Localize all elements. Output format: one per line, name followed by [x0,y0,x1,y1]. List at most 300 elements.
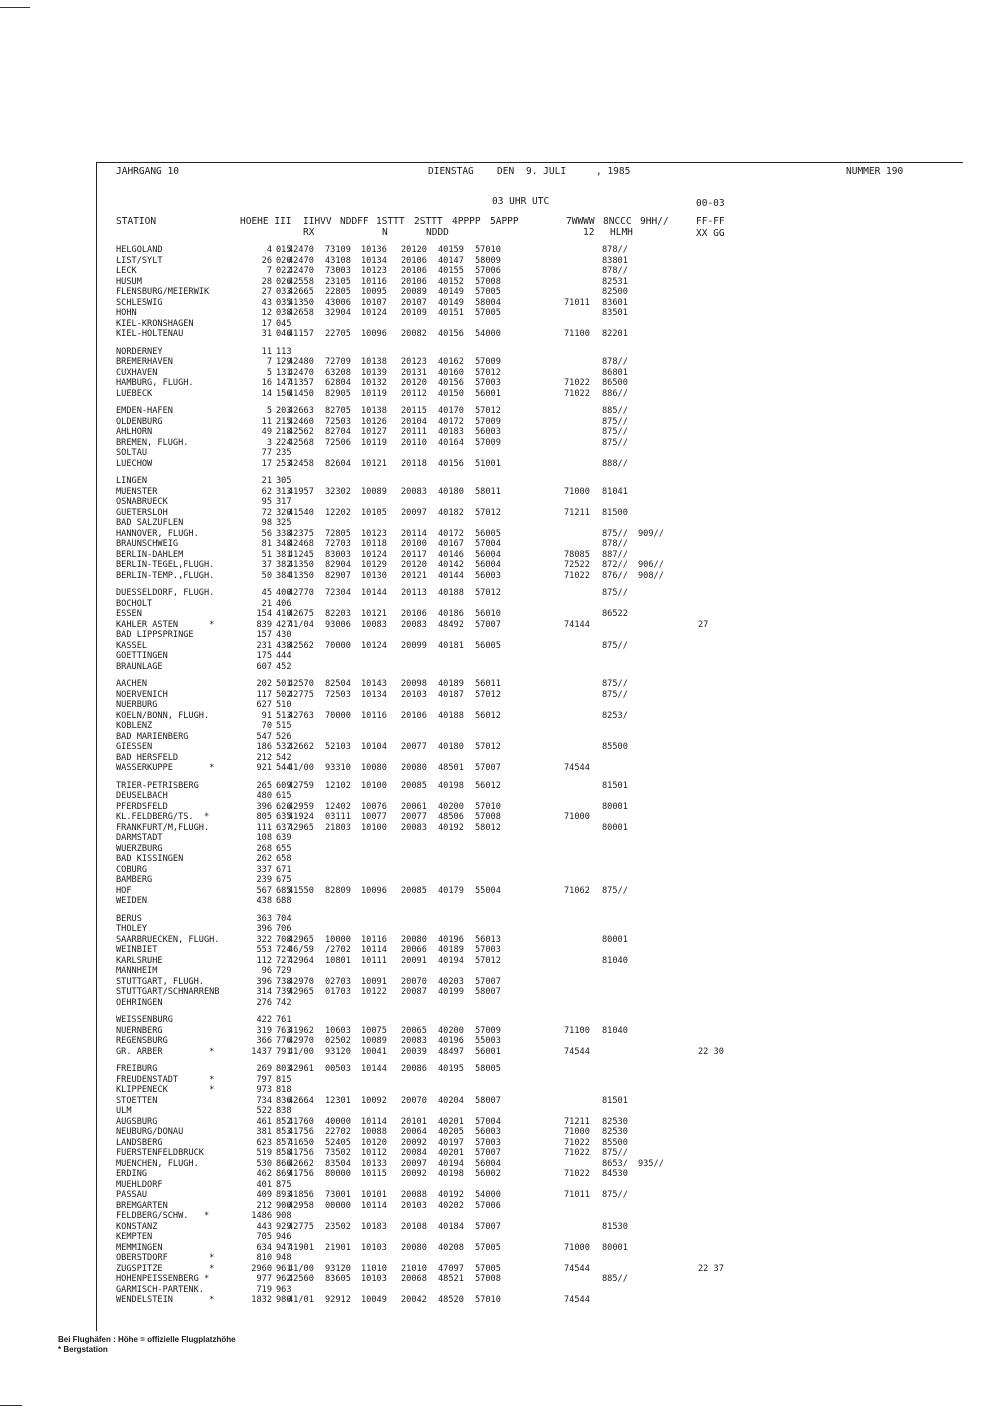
station-index: 729 [276,966,292,976]
station-index: 875 [276,1179,292,1190]
temp-1sttt: 10103 [361,1274,387,1284]
temp-1sttt: 10100 [361,780,387,791]
iihvv: 41760 [288,1116,314,1127]
pressure-4pppp: 40167 [438,539,464,549]
station-row [116,245,816,256]
iihvv: 42964 [288,955,314,966]
iihvv: 42470 [288,245,314,255]
nddff: 23502 [325,1221,351,1232]
pressure-4pppp: 40156 [438,458,464,469]
station-index: 045 [276,318,292,329]
pressure-4pppp: 40202 [438,1200,464,1211]
pressure-4pppp: 40142 [438,560,464,570]
elevation: 51 [261,549,272,560]
elevation: 977 [256,1274,272,1284]
wind-ff: 27 [698,619,709,630]
period: 00-03 [696,198,725,209]
dew-2sttt: 20080 [401,763,427,773]
elevation: 322 [256,934,272,945]
pressure-4pppp: 40200 [438,1025,464,1036]
station-row [116,1190,816,1201]
station-index: 853 [276,1127,292,1137]
station-index: 866 [276,1158,292,1169]
station-index: 215 [276,416,292,427]
station-index: 655 [276,843,292,854]
pressure-4pppp: 40156 [438,329,464,339]
iihvv: 41/01 [288,1295,314,1305]
station-name: DEUSELBACH [116,791,168,801]
temp-1sttt: 10104 [361,742,387,752]
dew-2sttt: 20084 [401,1148,427,1158]
tendency-5appp: 54000 [475,329,501,339]
station-name: COBURG [116,864,148,875]
dew-2sttt: 20120 [401,560,427,570]
elevation: 396 [256,924,272,934]
station-row [116,329,816,340]
station-name: TRIER-PETRISBERG [116,780,199,791]
station-row [116,560,816,571]
pressure-4pppp: 40164 [438,437,464,448]
dew-2sttt: 20064 [401,1127,427,1137]
cloud-8nccc: 86500 [602,378,628,388]
station-name: NUERNBERG [116,1025,163,1036]
elevation: 31 [261,329,272,339]
cloud-8nccc: 875// [602,437,628,448]
weather-7wwww: 71011 [564,297,590,308]
station-index: 026 [276,276,292,287]
elevation: 381 [256,1127,272,1137]
pressure-4pppp: 40203 [438,976,464,987]
pressure-4pppp: 40147 [438,255,464,266]
wind-ff: 22 37 [698,1263,724,1274]
tendency-5appp: 57007 [475,619,501,630]
tendency-5appp: 57007 [475,976,501,987]
dew-2sttt: 20114 [401,528,427,539]
cloud-8nccc: 80001 [602,822,628,833]
nddff: 21803 [325,822,351,833]
station-row [116,529,816,540]
tendency-5appp: 57009 [475,416,501,427]
pressure-4pppp: 40199 [438,987,464,997]
dew-2sttt: 20077 [401,742,427,752]
dew-2sttt: 20092 [401,1137,427,1148]
nddff: 32302 [325,486,351,497]
elevation: 462 [256,1169,272,1179]
pressure-4pppp: 40159 [438,245,464,255]
station-row [116,823,816,834]
iihvv: 42675 [288,609,314,619]
cloud-8nccc: 888// [602,458,628,469]
cloud-8nccc: 875// [602,679,628,689]
station-row [116,924,816,935]
weather-7wwww: 71022 [564,1148,590,1158]
cloud-8nccc: 86522 [602,609,628,619]
dew-2sttt: 20106 [401,255,427,266]
pressure-4pppp: 40151 [438,308,464,318]
station-index: 738 [276,976,292,987]
tendency-5appp: 56010 [475,609,501,619]
station-row [116,1064,816,1075]
station-name: WUERZBURG [116,843,163,854]
elevation: 366 [256,1036,272,1046]
pressure-4pppp: 40189 [438,679,464,689]
iihvv: 42480 [288,357,314,367]
station-row [116,1047,816,1058]
temp-1sttt: 10083 [361,619,387,630]
cloud-8nccc: 85500 [602,742,628,752]
station-index: 203 [276,406,292,416]
tendency-5appp: 57007 [475,763,501,773]
station-name: HAMBURG, FLUGH. [116,378,194,388]
station-name: KEMPTEN [116,1232,153,1242]
station-row [116,763,816,774]
iihvv: 42562 [288,640,314,651]
elevation: 1832 [251,1295,272,1305]
elevation: 17 [261,318,272,329]
cloud-8nccc: 80001 [602,1242,628,1253]
col-9hh: 9HH// [640,216,669,227]
station-row [116,700,816,711]
pressure-4pppp: 40155 [438,266,464,276]
station-index: 675 [276,875,292,885]
iihvv: 41357 [288,378,314,388]
temp-1sttt: 10089 [361,486,387,497]
pressure-4pppp: 40170 [438,406,464,416]
temp-1sttt: 10116 [361,934,387,945]
nddff: 82705 [325,406,351,416]
station-name: REGENSBURG [116,1036,168,1046]
temp-1sttt: 10126 [361,416,387,427]
dew-2sttt: 20070 [401,976,427,987]
nddff: 22705 [325,329,351,339]
pressure-4pppp: 40204 [438,1095,464,1106]
station-index: 033 [276,287,292,297]
elevation: 805 [256,812,272,822]
station-name: BERUS [116,913,142,924]
elevation: 623 [256,1137,272,1148]
elevation: 734 [256,1095,272,1106]
nddff: 83003 [325,549,351,560]
temp-1sttt: 10127 [361,427,387,437]
col-hoehe-iii: HOEHE III [240,216,292,227]
tendency-5appp: 57010 [475,1295,501,1305]
elevation: 5 [266,367,272,378]
iihvv: 41/00 [288,1263,314,1274]
elevation: 401 [256,1179,272,1190]
elevation: 212 [256,1200,272,1211]
nddff: 03111 [325,812,351,822]
tendency-5appp: 56004 [475,549,501,560]
station-name: BREMGARTEN [116,1200,168,1211]
station-name: NOERVENICH [116,689,168,700]
weather-7wwww: 72522 [564,560,590,570]
elevation: 634 [256,1242,272,1253]
tendency-5appp: 57008 [475,276,501,287]
nddff: 82504 [325,679,351,689]
station-name: OSNABRUECK [116,497,168,507]
year: , 1985 [596,166,631,177]
elevation: 547 [256,731,272,742]
nddff: 83504 [325,1158,351,1169]
elevation: 37 [261,560,272,570]
elevation: 239 [256,875,272,885]
nddff: 73003 [325,266,351,276]
station-name: LUECHOW [116,458,153,469]
temp-1sttt: 10092 [361,1095,387,1106]
iihvv: 42958 [288,1200,314,1211]
tendency-5appp: 56001 [475,1046,501,1057]
temp-1sttt: 10129 [361,560,387,570]
station-index: 948 [276,1253,292,1263]
elevation: 567 [256,885,272,896]
elevation: 154 [256,609,272,619]
temp-1sttt: 10041 [361,1046,387,1057]
tendency-5appp: 56003 [475,570,501,581]
col-xx-gg: XX GG [696,228,725,239]
station-name: HOHN [116,308,137,318]
iihvv: 41756 [288,1169,314,1179]
station-name: LINGEN [116,476,148,486]
iihvv: 42470 [288,266,314,276]
tendency-5appp: 55004 [475,885,501,896]
iihvv: 41957 [288,486,314,497]
temp-1sttt: 10096 [361,885,387,896]
temp-1sttt: 10119 [361,437,387,448]
station-row [116,732,816,743]
nddff: 62804 [325,378,351,388]
station-row [116,1075,816,1086]
group-gap [116,340,816,347]
temp-1sttt: 10116 [361,276,387,287]
temp-1sttt: 10114 [361,1116,387,1127]
dew-2sttt: 20099 [401,640,427,651]
nddff: 43006 [325,297,351,308]
pressure-4pppp: 40198 [438,1169,464,1179]
pressure-4pppp: 40188 [438,588,464,598]
iihvv: 42663 [288,406,314,416]
tendency-5appp: 56005 [475,640,501,651]
station-index: 381 [276,549,292,560]
elevation: 810 [256,1253,272,1263]
station-index: 305 [276,476,292,486]
pressure-4pppp: 47097 [438,1263,464,1274]
station-row [116,1180,816,1191]
station-name: KLIPPENECK * [116,1085,215,1095]
station-row [116,319,816,330]
station-name: BERLIN-DAHLEM [116,549,184,560]
station-index: 791 [276,1046,292,1057]
station-row [116,459,816,470]
station-index: 761 [276,1015,292,1025]
iihvv: 42970 [288,1036,314,1046]
cloud-8nccc: 83601 [602,297,628,308]
station-row [116,347,816,358]
station-row [116,508,816,519]
station-index: 542 [276,752,292,763]
dew-2sttt: 20083 [401,619,427,630]
cloud-8nccc: 878// [602,266,628,276]
issue-number: NUMMER 190 [846,166,904,177]
temp-1sttt: 10144 [361,1064,387,1074]
dew-2sttt: 20120 [401,245,427,255]
station-row [116,711,816,722]
iihvv: 41350 [288,570,314,581]
iihvv: 41450 [288,388,314,399]
station-name: HUSUM [116,276,142,287]
nddff: 73502 [325,1148,351,1158]
station-name: HANNOVER, FLUGH. [116,528,199,539]
station-name: BERLIN-TEGEL,FLUGH. [116,560,215,570]
cloud-8nccc: 886// [602,388,628,399]
iihvv: 42570 [288,679,314,689]
station-name: NORDERNEY [116,346,163,357]
station-name: OLDENBURG [116,416,163,427]
pressure-4pppp: 48506 [438,812,464,822]
station-table [116,245,816,1306]
cloud-8nccc: 887// [602,549,628,560]
nddff: 72503 [325,689,351,700]
iihvv: 41550 [288,885,314,896]
iihvv: 41/00 [288,1046,314,1057]
station-row [116,935,816,946]
station-row [116,539,816,550]
dew-2sttt: 20086 [401,1064,427,1074]
station-row [116,357,816,368]
dew-2sttt: 20097 [401,507,427,518]
nddff: 82203 [325,609,351,619]
pressure-4pppp: 48520 [438,1295,464,1305]
temp-1sttt: 10121 [361,609,387,619]
station-index: 893 [276,1190,292,1200]
station-name: GUETERSLOH [116,507,168,518]
iihvv: 41756 [288,1127,314,1137]
station-name: KIEL-KRONSHAGEN [116,318,194,329]
elevation: 2960 [251,1263,272,1274]
dew-2sttt: 20089 [401,287,427,297]
elevation: 212 [256,752,272,763]
station-index: 947 [276,1242,292,1253]
station-index: 615 [276,791,292,801]
iihvv: 42665 [288,287,314,297]
elevation: 108 [256,833,272,843]
iihvv: 41350 [288,560,314,570]
station-row [116,865,816,876]
dew-2sttt: 20106 [401,710,427,721]
elevation: 43 [261,297,272,308]
elevation: 522 [256,1106,272,1116]
station-row [116,690,816,701]
tendency-5appp: 57012 [475,955,501,966]
station-index: 513 [276,710,292,721]
station-index: 382 [276,560,292,570]
dew-2sttt: 20083 [401,822,427,833]
station-name: NEUBURG/DONAU [116,1127,184,1137]
station-name: SCHLESWIG [116,297,163,308]
dew-2sttt: 20117 [401,549,427,560]
station-row [116,378,816,389]
station-name: BERLIN-TEMP.,FLUGH. [116,570,215,581]
station-row [116,1096,816,1107]
wind-ff: 22 30 [698,1046,724,1057]
station-name: ESSEN [116,609,142,619]
station-row [116,742,816,753]
dew-2sttt: 20097 [401,1158,427,1169]
tendency-5appp: 57005 [475,1263,501,1274]
station-name: OBERSTDORF * [116,1253,215,1263]
station-row [116,609,816,620]
footer-mountain-note: * Bergstation [58,1345,108,1354]
iihvv: 42959 [288,801,314,812]
cloud-8nccc: 875// [602,427,628,437]
station-row [116,630,816,641]
elevation: 72 [261,507,272,518]
elevation: 186 [256,742,272,752]
station-row [116,588,816,599]
cloud-8nccc: 81040 [602,1025,628,1036]
tendency-5appp: 57009 [475,437,501,448]
pressure-4pppp: 40146 [438,549,464,560]
station-row [116,1201,816,1212]
elevation: 5 [266,406,272,416]
dew-2sttt: 20087 [401,987,427,997]
height-9hh: 908// [638,570,664,581]
station-index: 235 [276,448,292,458]
pressure-4pppp: 40197 [438,1137,464,1148]
station-row [116,620,816,631]
dew-2sttt: 20121 [401,570,427,581]
nddff: 52103 [325,742,351,752]
footer-notes [58,1335,236,1355]
iihvv: 42375 [288,528,314,539]
station-name: STUTTGART, FLUGH. [116,976,204,987]
weather-7wwww: 71100 [564,329,590,339]
cloud-8nccc: 82530 [602,1127,628,1137]
tendency-5appp: 57010 [475,245,501,255]
station-row [116,781,816,792]
temp-1sttt: 10101 [361,1190,387,1200]
station-row [116,1274,816,1285]
iihvv: 41350 [288,297,314,308]
elevation: 461 [256,1116,272,1127]
dew-2sttt: 20106 [401,276,427,287]
dew-2sttt: 20106 [401,266,427,276]
nddff: 12202 [325,507,351,518]
station-name: MUEHLDORF [116,1179,163,1190]
elevation: 4 [266,245,272,255]
dew-2sttt: 20065 [401,1025,427,1036]
pressure-4pppp: 40205 [438,1127,464,1137]
station-index: 739 [276,987,292,997]
dew-2sttt: 20101 [401,1116,427,1127]
station-index: 129 [276,357,292,367]
station-index: 962 [276,1274,292,1284]
tendency-5appp: 57003 [475,1137,501,1148]
iihvv: 41962 [288,1025,314,1036]
tendency-5appp: 58004 [475,297,501,308]
elevation: 719 [256,1284,272,1295]
elevation: 81 [261,539,272,549]
pressure-4pppp: 40144 [438,570,464,581]
station-index: 410 [276,609,292,619]
nddff: 70000 [325,640,351,651]
elevation: 175 [256,651,272,661]
station-index: 704 [276,913,292,924]
station-name: FLENSBURG/MEIERWIK [116,287,210,297]
tendency-5appp: 57004 [475,1116,501,1127]
pressure-4pppp: 40198 [438,780,464,791]
tendency-5appp: 57009 [475,1025,501,1036]
nddff: 72503 [325,416,351,427]
